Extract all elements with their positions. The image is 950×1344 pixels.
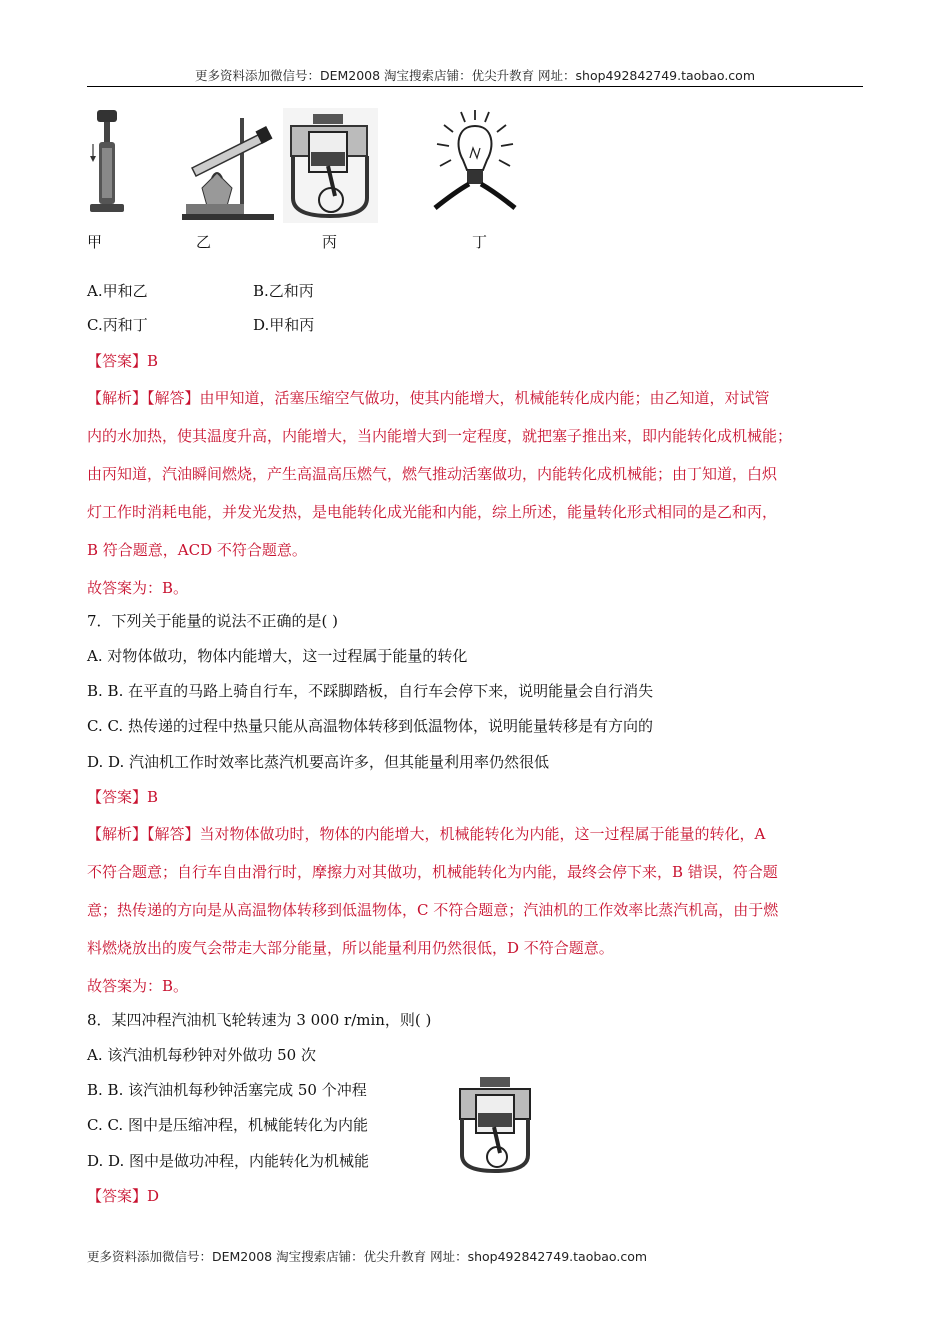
q8-option: A. 该汽油机每秒钟对外做功 50 次 <box>87 1046 316 1064</box>
q8-option: D. D. 图中是做功冲程，内能转化为机械能 <box>87 1152 370 1170</box>
caption-ding: 丁 <box>472 233 488 251</box>
q7-analysis-line: 【解析】【解答】当对物体做功时，物体的内能增大，机械能转化为内能，这一过程属于能量的转化，A <box>87 825 766 843</box>
page-header: 更多资料添加微信号：DEM2008 淘宝搜索店铺：优尖升教育 网址：shop492842749.taobao.com <box>194 68 756 83</box>
page-footer: 更多资料添加微信号：DEM2008 淘宝搜索店铺：优尖升教育 网址：shop492842749.taobao.com <box>87 1249 648 1264</box>
q6-option-d: D.甲和丙 <box>253 316 315 334</box>
q6-answer: 【答案】B <box>87 352 159 370</box>
q8-stem: 8．某四冲程汽油机飞轮转速为 3 000 r/min，则( ) <box>87 1011 432 1029</box>
caption-bing: 丙 <box>322 233 338 251</box>
q8-answer: 【答案】D <box>87 1187 160 1205</box>
q7-option: D. D. 汽油机工作时效率比蒸汽机要高许多，但其能量利用率仍然很低 <box>87 753 550 771</box>
q7-stem: 7．下列关于能量的说法不正确的是( ) <box>87 612 339 630</box>
test-tube-heating-figure <box>182 108 277 223</box>
q6-analysis-line: 【解析】【解答】由甲知道，活塞压缩空气做功，使其内能增大，机械能转化成内能；由乙知道，对试管 <box>87 389 770 407</box>
q7-final-answer: 故答案为：B。 <box>87 977 189 995</box>
q7-analysis-line: 料燃烧放出的废气会带走大部分能量，所以能量利用仍然很低，D 不符合题意。 <box>87 939 614 957</box>
q7-analysis-line: 意；热传递的方向是从高温物体转移到低温物体，C 不符合题意；汽油机的工作效率比蒸汽机高，由于燃 <box>87 901 779 919</box>
q6-option-c: C.丙和丁 <box>87 316 148 334</box>
q6-analysis-line: 内的水加热，使其温度升高，内能增大，当内能增大到一定程度，就把塞子推出来，即内能转化成机械能； <box>87 427 793 445</box>
q7-answer: 【答案】B <box>87 788 159 806</box>
q6-analysis-line: B 符合题意，ACD 不符合题意。 <box>87 541 307 559</box>
q7-option: A. 对物体做功，物体内能增大，这一过程属于能量的转化 <box>87 647 468 665</box>
q6-final-answer: 故答案为：B。 <box>87 579 189 597</box>
figure-row <box>87 108 537 226</box>
header-rule <box>87 86 863 87</box>
q6-analysis-line: 灯工作时消耗电能，并发光发热，是电能转化成光能和内能，综上所述，能量转化形式相同的是乙和丙， <box>87 503 778 521</box>
q6-option-a: A.甲和乙 <box>87 282 148 300</box>
caption-jia: 甲 <box>87 233 103 251</box>
fire-syringe-figure <box>87 108 127 223</box>
q8-option: B. B. 该汽油机每秒钟活塞完成 50 个冲程 <box>87 1081 367 1099</box>
q6-analysis-line: 由丙知道，汽油瞬间燃烧，产生高温高压燃气，燃气推动活塞做功，内能转化成机械能；由丁知道，白炽 <box>87 465 778 483</box>
engine-figure <box>283 108 378 223</box>
light-bulb-figure <box>425 108 525 223</box>
caption-yi: 乙 <box>196 233 212 251</box>
q6-option-b: B.乙和丙 <box>253 282 314 300</box>
q8-option: C. C. 图中是压缩冲程，机械能转化为内能 <box>87 1116 368 1134</box>
q7-option: B. B. 在平直的马路上骑自行车，不踩脚踏板，自行车会停下来，说明能量会自行消失 <box>87 682 654 700</box>
q7-option: C. C. 热传递的过程中热量只能从高温物体转移到低温物体，说明能量转移是有方向的 <box>87 717 653 735</box>
q8-engine-figure <box>456 1075 534 1175</box>
q7-analysis-line: 不符合题意；自行车自由滑行时，摩擦力对其做功，机械能转化为内能，最终会停下来，B 错误，符合题 <box>87 863 778 881</box>
